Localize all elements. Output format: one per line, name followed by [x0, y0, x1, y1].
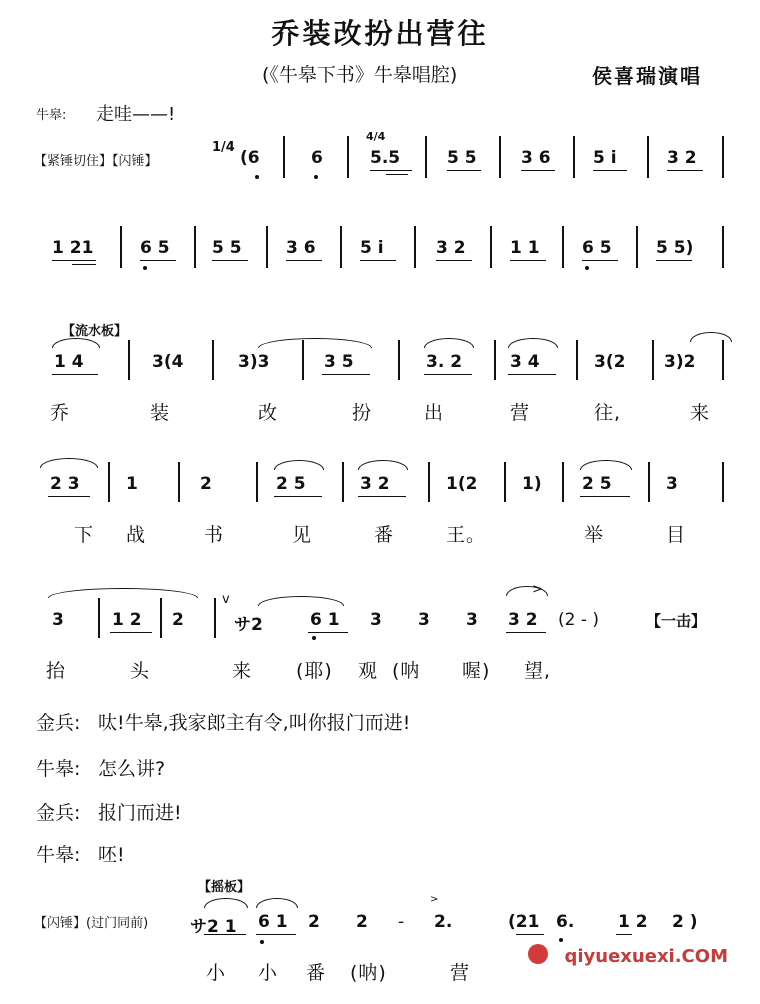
row5-note: 3	[466, 610, 478, 630]
row2-note: 3 2	[436, 238, 466, 258]
row3-note: 3(4	[152, 352, 184, 372]
barline	[120, 226, 122, 268]
underline	[436, 260, 472, 261]
row3-note: 3)2	[664, 352, 696, 372]
barline	[266, 226, 268, 268]
dialogue-speaker: 金兵:	[36, 712, 81, 734]
low-dot	[143, 266, 147, 270]
row1-marks: 【紧锤切住】【闪锤】	[34, 154, 158, 169]
slur	[424, 338, 474, 348]
lyric: 扮	[352, 402, 373, 424]
barline	[425, 136, 427, 178]
barline	[214, 598, 216, 638]
underline	[656, 260, 692, 261]
lyric: 来	[690, 402, 711, 424]
row1-note: 5 5	[447, 148, 477, 168]
row5-note: 2	[172, 610, 184, 630]
lyric: 来	[232, 660, 253, 682]
slur	[204, 898, 248, 908]
lyric: 小	[206, 962, 227, 984]
dialogue-speaker: 金兵:	[36, 802, 81, 824]
underline	[580, 496, 630, 497]
barline	[302, 340, 304, 380]
row5-note: 3	[52, 610, 64, 630]
slur	[508, 338, 558, 348]
barline	[562, 462, 564, 502]
underline	[322, 374, 370, 375]
row4-note: 3 2	[360, 474, 390, 494]
slur	[256, 898, 298, 908]
barline	[636, 226, 638, 268]
lyric: 头	[130, 660, 151, 682]
row5-note: 3	[418, 610, 430, 630]
underline	[212, 260, 248, 261]
row3-note: 3 5	[324, 352, 354, 372]
row6-mark-top: 【摇板】	[198, 880, 251, 895]
dialogue-speaker: 牛皋:	[36, 758, 81, 780]
row2-note: 1 1	[510, 238, 540, 258]
row2-note: 3 6	[286, 238, 316, 258]
row1-note: 5.5	[370, 148, 401, 168]
barline	[98, 598, 100, 638]
barline	[494, 340, 496, 380]
watermark: qiyuexuexi.COM	[564, 946, 728, 967]
row5-mark: 【一击】	[646, 612, 707, 630]
row4-note: 1	[126, 474, 138, 494]
barline	[652, 340, 654, 380]
row5-note: 6 1	[310, 610, 340, 630]
underline	[593, 170, 627, 171]
barline	[256, 462, 258, 502]
lyric: 举	[584, 524, 605, 546]
underline	[506, 632, 546, 633]
row5-note: 3 2	[508, 610, 538, 630]
row6-note: 2.	[434, 912, 453, 932]
lyric: 营	[510, 402, 531, 424]
dialogue-text: 呸!	[98, 844, 125, 866]
row6-note: 1 2	[618, 912, 648, 932]
row2-note: 5 5)	[656, 238, 694, 258]
underline	[48, 496, 90, 497]
row2-note: 6 5	[140, 238, 170, 258]
lyric: 番	[306, 962, 327, 984]
slur	[358, 460, 408, 470]
page-title: 乔装改扮出营往	[271, 17, 489, 50]
low-dot	[314, 175, 318, 179]
barline	[573, 136, 575, 178]
row6-note: サ2 1	[190, 917, 237, 937]
slur	[690, 332, 732, 342]
underline	[360, 260, 396, 261]
row2-note: 5 i	[360, 238, 384, 258]
lyric: 见	[292, 524, 313, 546]
row5-note: 3	[370, 610, 382, 630]
breath-mark: v	[222, 592, 230, 607]
subtitle: (《牛皋下书》牛皋唱腔)	[262, 64, 458, 86]
slur	[258, 338, 372, 348]
lyric: 番	[374, 524, 395, 546]
underline	[256, 934, 296, 935]
lyric: (呐)	[350, 962, 387, 984]
barline	[428, 462, 430, 502]
dialogue-text: 怎么讲?	[98, 758, 166, 780]
row4-note: 2 3	[50, 474, 80, 494]
underline	[72, 264, 96, 265]
row6-note: -	[398, 912, 405, 932]
low-dot	[255, 175, 259, 179]
row3-mark: 【流水板】	[62, 324, 128, 339]
lyric: 喔)	[462, 660, 491, 682]
row5-note: サ2	[234, 615, 263, 635]
lyric: 装	[150, 402, 171, 424]
barline	[722, 226, 724, 268]
lyric: (呐	[392, 660, 421, 682]
underline	[508, 374, 556, 375]
row4-note: 3	[666, 474, 678, 494]
intro-text: 走哇——!	[96, 104, 176, 125]
underline	[447, 170, 481, 171]
barline	[194, 226, 196, 268]
underline	[358, 496, 406, 497]
row6-note: 2	[308, 912, 320, 932]
low-dot	[260, 940, 264, 944]
intro-speaker: 牛皋:	[36, 108, 67, 123]
barline	[283, 136, 285, 178]
lyric: 王。	[446, 524, 487, 546]
lyric: 望,	[524, 660, 552, 682]
row6-note: 6 1	[258, 912, 288, 932]
lyric: 下	[74, 524, 95, 546]
barline	[178, 462, 180, 502]
lyric: (耶)	[296, 660, 333, 682]
lyric: 小	[258, 962, 279, 984]
barline	[562, 226, 564, 268]
underline	[516, 934, 544, 935]
underline	[286, 260, 322, 261]
accent-mark: >	[532, 582, 543, 597]
row3-note: 3(2	[594, 352, 626, 372]
lyric: 战	[126, 524, 147, 546]
dialogue-text: 报门而进!	[98, 802, 182, 824]
underline	[52, 374, 98, 375]
barline	[128, 340, 130, 380]
row4-note: 2 5	[582, 474, 612, 494]
underline	[386, 174, 408, 175]
barline	[648, 462, 650, 502]
lyric: 出	[424, 402, 445, 424]
barline	[212, 340, 214, 380]
row4-note: 1)	[522, 474, 542, 494]
underline	[424, 374, 472, 375]
row6-marks: 【闪锤】(过门同前)	[34, 916, 149, 931]
barline	[490, 226, 492, 268]
row6-note: 2 )	[672, 912, 698, 932]
low-dot	[585, 266, 589, 270]
row3-note: 3 4	[510, 352, 540, 372]
dialogue-speaker: 牛皋:	[36, 844, 81, 866]
underline	[582, 260, 618, 261]
row4-note: 1(2	[446, 474, 478, 494]
lyric: 改	[258, 402, 279, 424]
underline	[204, 934, 246, 935]
lyric: 营	[450, 962, 471, 984]
lyric: 抬	[46, 660, 67, 682]
row1-note: 6	[311, 148, 323, 168]
grace-notes: >	[430, 894, 439, 905]
row3-note: 3. 2	[426, 352, 463, 372]
row1-time-sig: 1/4	[212, 140, 235, 155]
barline	[342, 462, 344, 502]
underline	[274, 496, 322, 497]
underline	[667, 170, 703, 171]
low-dot	[559, 938, 563, 942]
row4-note: 2	[200, 474, 212, 494]
row1-note: 5 i	[593, 148, 617, 168]
performer: 侯喜瑞演唱	[592, 64, 702, 88]
underline	[521, 170, 555, 171]
slur	[48, 588, 198, 598]
barline	[722, 136, 724, 178]
row5-note: 1 2	[112, 610, 142, 630]
barline	[108, 462, 110, 502]
row3-note: 3)3	[238, 352, 270, 372]
barline	[347, 136, 349, 178]
watermark-logo-icon	[528, 944, 548, 964]
lyric: 往,	[594, 402, 622, 424]
row2-note: 1 21	[52, 238, 94, 258]
barline	[340, 226, 342, 268]
low-dot	[312, 636, 316, 640]
barline	[499, 136, 501, 178]
dialogue-text: 呔!牛皋,我家郎主有令,叫你报门而进!	[98, 712, 411, 734]
row6-note: 6.	[556, 912, 575, 932]
slur	[52, 338, 100, 348]
row2-note: 5 5	[212, 238, 242, 258]
lyric: 观	[358, 660, 379, 682]
underline	[510, 260, 546, 261]
row6-note: (21	[508, 912, 540, 932]
slur	[258, 596, 344, 606]
lyric: 书	[204, 524, 225, 546]
lyric: 乔	[50, 402, 71, 424]
slur	[274, 460, 324, 470]
row1-note: (6	[240, 148, 260, 168]
barline	[722, 340, 724, 380]
barline	[504, 462, 506, 502]
underline	[616, 934, 632, 935]
barline	[576, 340, 578, 380]
barline	[647, 136, 649, 178]
underline	[110, 632, 152, 633]
row1-time-sig-2: 4/4	[366, 130, 386, 143]
row5-note: (2 - )	[558, 610, 600, 630]
lyric: 目	[666, 524, 687, 546]
row3-note: 1 4	[54, 352, 84, 372]
barline	[414, 226, 416, 268]
slur	[580, 460, 632, 470]
row4-note: 2 5	[276, 474, 306, 494]
barline	[722, 462, 724, 502]
row1-note: 3 2	[667, 148, 697, 168]
row2-note: 6 5	[582, 238, 612, 258]
underline	[308, 632, 348, 633]
row6-note: 2	[356, 912, 368, 932]
underline	[52, 260, 96, 261]
barline	[398, 340, 400, 380]
barline	[160, 598, 162, 638]
slur	[40, 458, 98, 468]
row1-note: 3 6	[521, 148, 551, 168]
underline	[370, 170, 412, 171]
underline	[140, 260, 176, 261]
